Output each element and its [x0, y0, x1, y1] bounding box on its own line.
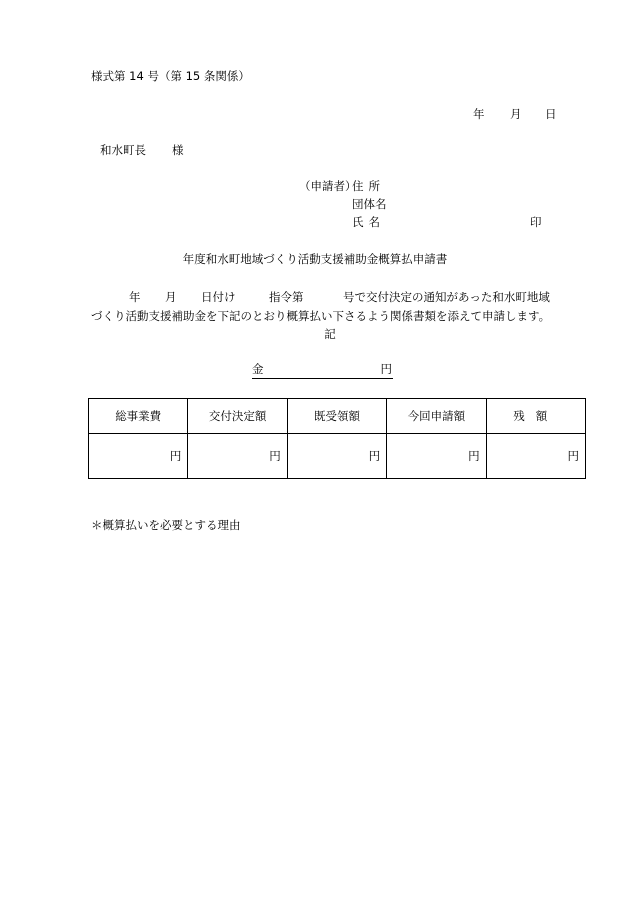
table-header-row — [89, 399, 586, 434]
header-received-amount: 既受領額 — [287, 399, 386, 434]
date-month-label: 月 — [510, 107, 522, 121]
header-current-request: 今回申請額 — [387, 399, 486, 434]
seal-mark: 印 — [530, 215, 542, 229]
body-order-number: 指令第 — [269, 290, 304, 304]
header-total-project-cost: 総事業費 — [89, 399, 188, 434]
cell-balance: 円 — [486, 434, 585, 479]
cell-granted-amount: 円 — [188, 434, 287, 479]
applicant-address-label: 住所 — [352, 179, 385, 193]
date-year-label: 年 — [473, 107, 485, 121]
body-year: 年 — [129, 290, 141, 304]
amount-unit: 円 — [380, 362, 392, 376]
document-title: 年度和水町地域づくり活動支援補助金概算払申請書 — [182, 252, 448, 266]
body-dated: 日付け — [201, 290, 236, 304]
date-day-label: 日 — [545, 107, 557, 121]
addressee-honorific: 様 — [172, 143, 184, 157]
form-id: 様式第 14 号（第 15 条関係） — [91, 69, 250, 83]
reason-label: ＊概算払いを必要とする理由 — [91, 518, 241, 532]
body-month: 月 — [165, 290, 177, 304]
header-balance: 残額 — [486, 399, 585, 434]
amount-prefix: 金 — [252, 362, 264, 376]
table-row — [89, 434, 586, 479]
cell-received-amount: 円 — [287, 434, 386, 479]
applicant-name-label: 氏名 — [352, 215, 385, 229]
applicant-group-label: 団体名 — [352, 197, 387, 211]
header-granted-amount: 交付決定額 — [188, 399, 287, 434]
cell-current-request: 円 — [387, 434, 486, 479]
amounts-table — [88, 398, 586, 479]
applicant-role: （申請者） — [299, 179, 357, 193]
addressee-name: 和水町長 — [100, 143, 146, 157]
cell-total-project-cost: 円 — [89, 434, 188, 479]
amount-line — [252, 364, 393, 379]
body-text-line1: 号で交付決定の通知があった和水町地域 — [343, 290, 550, 304]
body-text-line2: づくり活動支援補助金を下記のとおり概算払い下さるよう関係書類を添えて申請します。 — [91, 309, 551, 323]
ki-heading: 記 — [324, 327, 336, 341]
